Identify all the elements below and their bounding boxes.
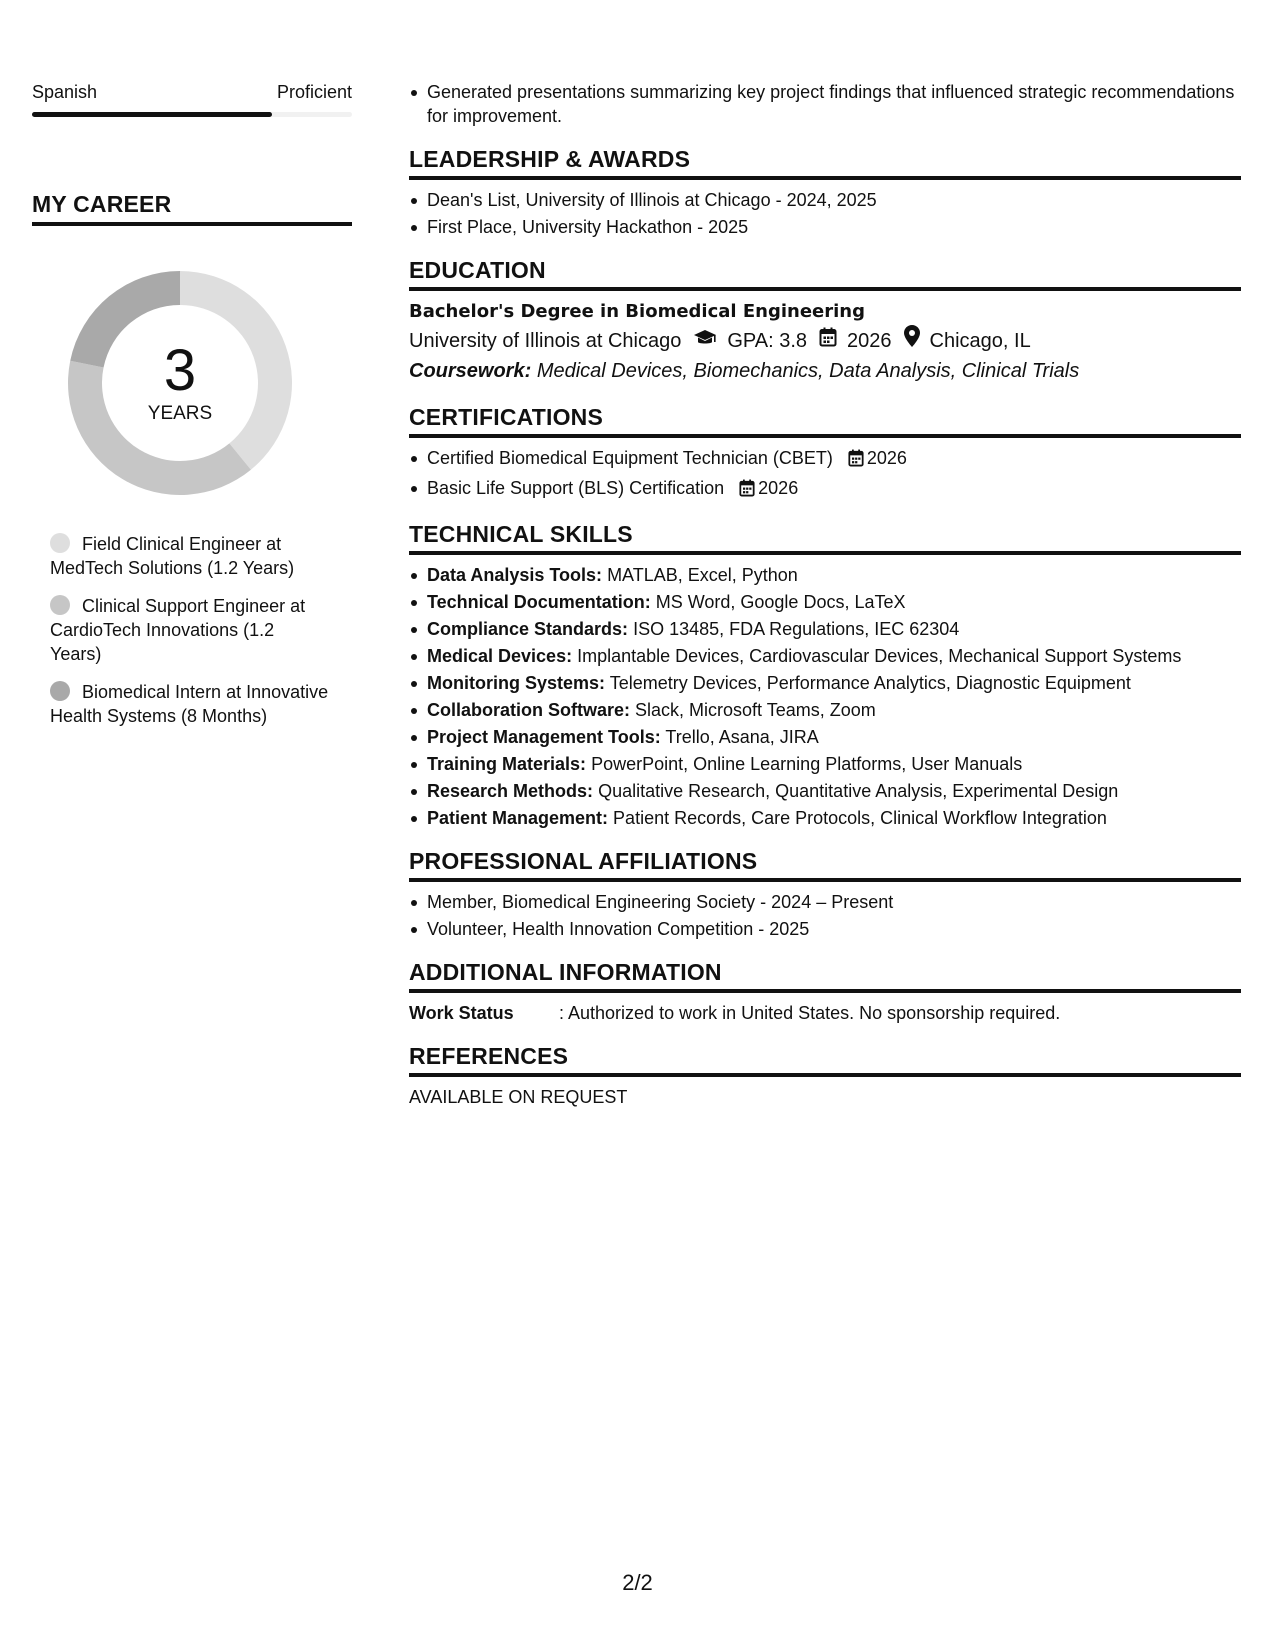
- additional-info-heading: ADDITIONAL INFORMATION: [409, 959, 1241, 993]
- skill-item: [409, 590, 1241, 614]
- coursework-value: Medical Devices, Biomechanics, Data Analysis, Clinical Trials: [536, 360, 1080, 382]
- skill-label: Medical Devices:: [427, 646, 573, 666]
- skill-label: Collaboration Software:: [427, 700, 631, 720]
- references-text: AVAILABLE ON REQUEST: [409, 1087, 628, 1107]
- work-status-value: : Authorized to work in United States. No sponsorship required.: [559, 1003, 1061, 1023]
- career-heading: MY CAREER: [32, 191, 352, 226]
- skill-value: Slack, Microsoft Teams, Zoom: [635, 700, 876, 720]
- map-pin-icon: [904, 325, 920, 356]
- language-row: [32, 80, 352, 104]
- skill-item: [409, 698, 1241, 722]
- language-proficiency-fill: [32, 112, 272, 117]
- skill-item: [409, 725, 1241, 749]
- certification-name: Basic Life Support (BLS) Certification: [427, 478, 725, 498]
- affiliations-list: [409, 890, 1241, 941]
- skill-label: Data Analysis Tools:: [427, 565, 603, 585]
- skill-item: [409, 563, 1241, 587]
- education-heading: EDUCATION: [409, 257, 1241, 291]
- career-donut-chart: [67, 270, 293, 496]
- skill-value: PowerPoint, Online Learning Platforms, User Manuals: [591, 754, 1023, 774]
- language-level: Proficient: [276, 82, 352, 102]
- education-details: [409, 325, 1241, 356]
- legend-dot-icon: [50, 681, 70, 701]
- list-item: [409, 476, 1241, 503]
- certifications-list: [409, 446, 1241, 503]
- certification-year: 2026: [758, 478, 799, 498]
- certification-name: Certified Biomedical Equipment Technician (CBET): [427, 448, 833, 468]
- skill-item: [409, 617, 1241, 641]
- skill-label: Technical Documentation:: [427, 592, 651, 612]
- legend-item: [50, 680, 330, 728]
- leadership-list: [409, 188, 1241, 239]
- skill-label: Compliance Standards:: [427, 619, 629, 639]
- legend-dot-icon: [50, 595, 70, 615]
- calendar-icon: [739, 479, 755, 503]
- language-name: Spanish: [32, 82, 98, 102]
- skills-list: [409, 563, 1241, 830]
- certification-year: 2026: [866, 448, 907, 468]
- skill-value: Patient Records, Care Protocols, Clinical Workflow Integration: [613, 808, 1107, 828]
- skill-label: Project Management Tools:: [427, 727, 661, 747]
- education-location: Chicago, IL: [929, 329, 1031, 352]
- main-content: [409, 80, 1241, 1109]
- list-item: First Place, University Hackathon - 2025: [409, 215, 1241, 239]
- skill-item: [409, 644, 1241, 668]
- legend-item: [50, 532, 330, 580]
- leadership-heading: LEADERSHIP & AWARDS: [409, 146, 1241, 180]
- calendar-icon: [848, 449, 864, 473]
- legend-label: Field Clinical Engineer at MedTech Solutions (1.2 Years): [50, 534, 295, 578]
- skill-label: Monitoring Systems:: [427, 673, 606, 693]
- list-item: [409, 446, 1241, 473]
- work-status-label: Work Status: [409, 1003, 514, 1023]
- education-year: 2026: [847, 329, 892, 352]
- skill-value: Implantable Devices, Cardiovascular Devices, Mechanical Support Systems: [577, 646, 1182, 666]
- education-school: University of Illinois at Chicago: [409, 329, 682, 352]
- certifications-heading: CERTIFICATIONS: [409, 404, 1241, 438]
- calendar-icon: [819, 326, 837, 356]
- education-degree: Bachelor's Degree in Biomedical Engineering: [409, 301, 865, 322]
- skill-item: [409, 779, 1241, 803]
- legend-label: Clinical Support Engineer at CardioTech Innovations (1.2 Years): [50, 596, 306, 664]
- sidebar: [32, 80, 352, 742]
- work-status-row: [409, 1001, 1241, 1025]
- coursework-label: Coursework:: [409, 360, 532, 382]
- references-heading: REFERENCES: [409, 1043, 1241, 1077]
- experience-tail-list: [409, 80, 1241, 128]
- list-item: Member, Biomedical Engineering Society - 2024 – Present: [409, 890, 1241, 914]
- skill-value: MS Word, Google Docs, LaTeX: [655, 592, 906, 612]
- skill-label: Research Methods:: [427, 781, 594, 801]
- list-item: Generated presentations summarizing key project findings that influenced strategic recommendations for improvement.: [409, 80, 1241, 128]
- skill-value: ISO 13485, FDA Regulations, IEC 62304: [633, 619, 960, 639]
- career-total-value: 3: [163, 338, 197, 403]
- list-item: Dean's List, University of Illinois at Chicago - 2024, 2025: [409, 188, 1241, 212]
- graduation-cap-icon: [693, 326, 717, 356]
- page-number: 2/2: [622, 1570, 653, 1595]
- education-gpa: GPA: 3.8: [727, 329, 808, 352]
- legend-item: [50, 594, 330, 666]
- education-coursework: [409, 356, 1241, 386]
- skill-value: Qualitative Research, Quantitative Analysis, Experimental Design: [598, 781, 1119, 801]
- skill-item: [409, 671, 1241, 695]
- career-total-unit: YEARS: [147, 403, 213, 424]
- skill-value: Telemetry Devices, Performance Analytics, Diagnostic Equipment: [609, 673, 1131, 693]
- skill-value: Trello, Asana, JIRA: [665, 727, 819, 747]
- skill-item: [409, 752, 1241, 776]
- skill-label: Patient Management:: [427, 808, 609, 828]
- legend-dot-icon: [50, 533, 70, 553]
- list-item: Volunteer, Health Innovation Competition - 2025: [409, 917, 1241, 941]
- skills-heading: TECHNICAL SKILLS: [409, 521, 1241, 555]
- career-legend: [50, 532, 330, 728]
- skill-item: [409, 806, 1241, 830]
- skill-label: Training Materials:: [427, 754, 587, 774]
- legend-label: Biomedical Intern at Innovative Health Systems (8 Months): [50, 682, 329, 726]
- skill-value: MATLAB, Excel, Python: [607, 565, 798, 585]
- affiliations-heading: PROFESSIONAL AFFILIATIONS: [409, 848, 1241, 882]
- language-proficiency-bar: [32, 112, 352, 117]
- donut-center: [67, 270, 293, 496]
